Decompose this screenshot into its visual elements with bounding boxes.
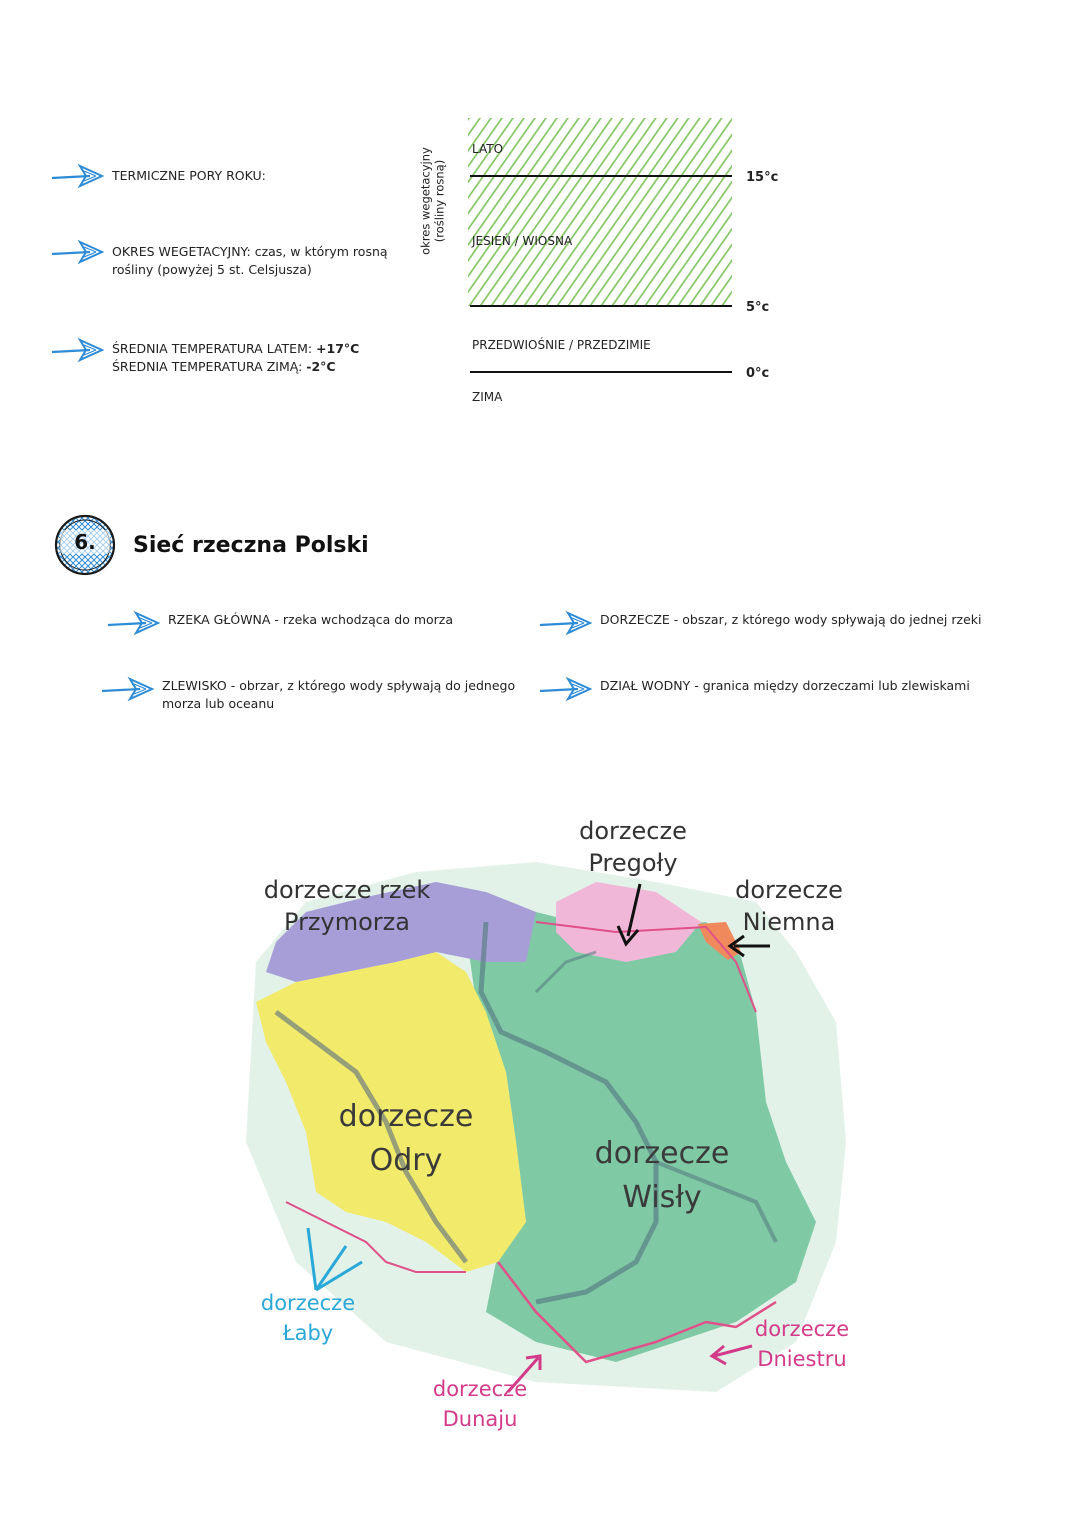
wisly-line-1: dorzecze [594,1136,730,1171]
dniestru-line-1: dorzecze [754,1317,850,1341]
section-title: Sieć rzeczna Polski [133,533,369,558]
zlewisko-line-1: ZLEWISKO - obrzar, z którego wody spływają do jednego [162,678,516,693]
okres-wegetacyjny-note [112,243,388,279]
wisly-map-label [582,1132,742,1220]
pregoly-line-1: dorzecze [579,817,687,845]
dzial-wodny-def: DZIAŁ WODNY - granica między dorzeczami lub zlewiskami [600,678,970,693]
hand-drawn-arrow-icon [50,336,106,364]
dunaju-line-1: dorzecze [432,1377,528,1401]
odry-line-1: dorzecze [338,1099,474,1134]
temp-zima-line [112,358,359,376]
temp-15: 15°c [746,170,779,185]
przymorza-line-2: Przymorza [284,908,410,936]
dorzecze-def: DORZECZE - obszar, z którego wody spływają do jednej rzeki [600,612,982,627]
temp-0: 0°c [746,366,770,381]
hand-drawn-arrow-icon [50,162,106,190]
pory-roku-label: TERMICZNE PORY ROKU: [112,168,266,183]
przymorza-map-label [262,874,432,938]
odry-line-2: Odry [369,1143,443,1178]
pregoly-line-2: Pregoły [588,849,678,877]
dunaju-map-label [420,1374,540,1434]
pregola-pointer-arrow-icon [600,880,660,950]
hand-drawn-arrow-icon [100,675,156,703]
temp-lato-prefix: ŚREDNIA TEMPERATURA LATEM: [112,341,317,356]
rzeka-glowna-def: RZEKA GŁÓWNA - rzeka wchodząca do morza [168,612,454,627]
okres-line-2: rośliny (powyżej 5 st. Celsjusza) [112,262,312,277]
temp-lato-line [112,340,359,358]
pregoly-map-label [570,815,696,879]
line-0 [470,371,732,373]
laby-map-label [248,1288,368,1348]
okres-line-1: OKRES WEGETACYJNY: czas, w którym rosną [112,244,388,259]
laby-line-2: Łaby [282,1321,334,1345]
dniestru-line-2: Dniestru [757,1347,847,1371]
hand-drawn-arrow-icon [50,238,106,266]
line-15 [470,175,732,177]
okres-side-label [412,145,452,270]
dunaju-line-2: Dunaju [442,1407,518,1431]
lato-label: LATO [472,142,504,156]
niemna-line-1: dorzecze [735,876,843,904]
niemna-map-label [726,874,852,938]
laby-line-1: dorzecze [260,1291,356,1315]
temp-5: 5°c [746,300,770,315]
temperatura-note [112,340,359,376]
side-label-line-1: okres wegetacyjny [418,147,433,255]
wisly-line-2: Wisły [622,1180,702,1215]
zima-label: ZIMA [472,390,503,404]
zlewisko-def [162,677,515,713]
zlewisko-line-2: morza lub oceanu [162,696,275,711]
temp-zima-prefix: ŚREDNIA TEMPERATURA ZIMĄ: [112,359,307,374]
hand-drawn-arrow-icon [538,675,594,703]
temp-zima-value: -2°C [306,359,336,374]
dniestru-map-label [742,1314,862,1374]
line-5 [470,305,732,307]
hand-drawn-arrow-icon [538,609,594,637]
jesien-wiosna-label: JESIEŃ / WIOSNA [472,234,573,248]
vegetation-hatch [468,118,734,308]
side-label-line-2: (rośliny rosną) [432,159,447,243]
hand-drawn-arrow-icon [106,609,162,637]
przedwiosnie-label: PRZEDWIOŚNIE / PRZEDZIMIE [472,338,651,352]
section-number: 6. [60,530,110,554]
niemna-line-2: Niemna [742,908,836,936]
odry-map-label [326,1095,486,1183]
przymorza-line-1: dorzecze rzek [263,876,431,904]
temp-lato-value: +17°C [316,341,360,356]
